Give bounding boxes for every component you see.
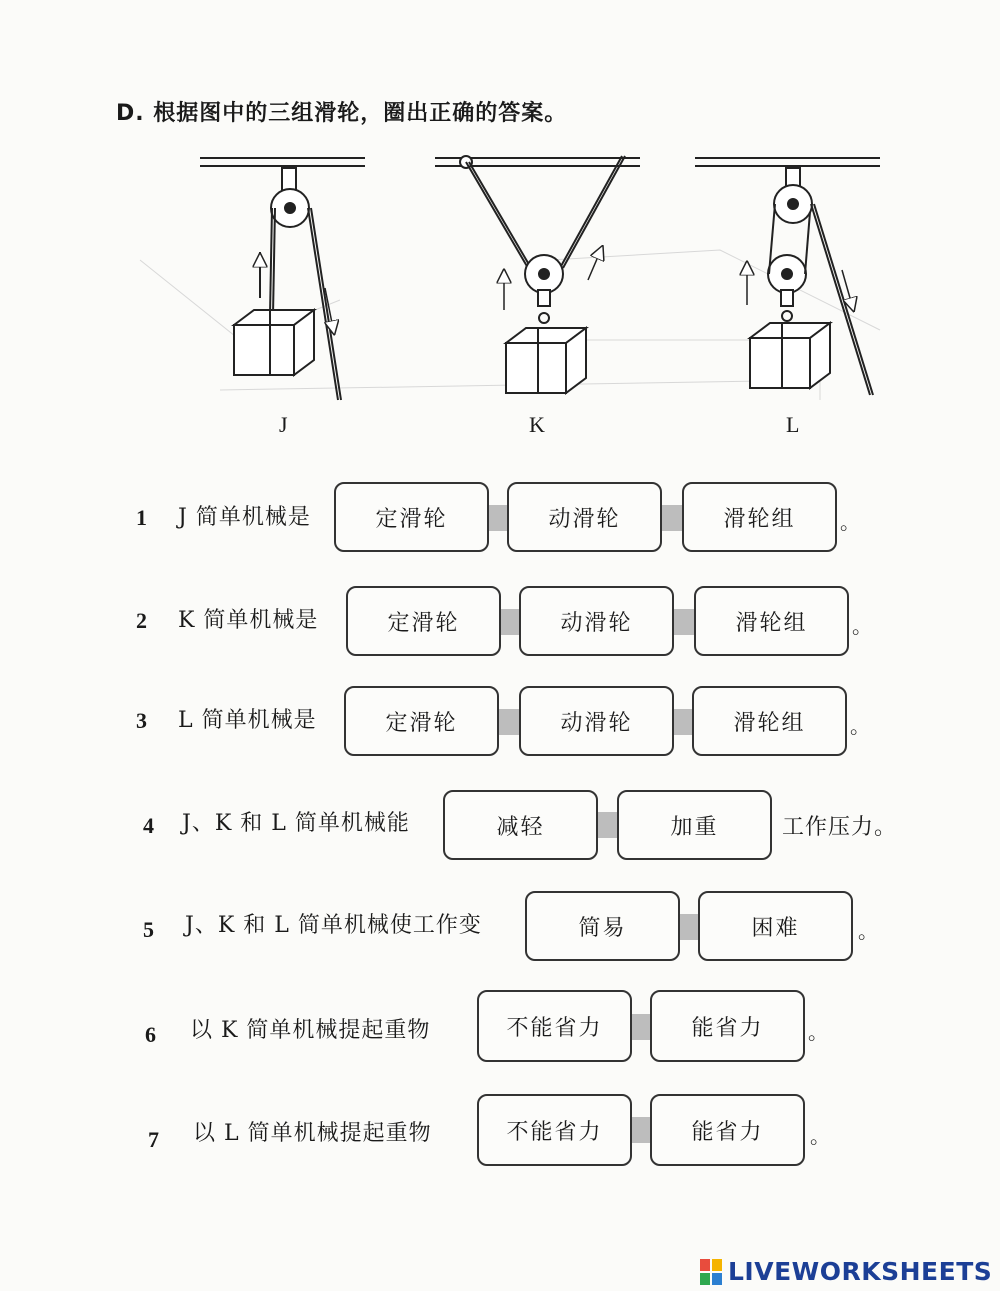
question-5-text: J、K 和 L 简单机械使工作变 (185, 913, 482, 938)
option-connector (672, 609, 696, 635)
q3-option-movable-pulley[interactable]: 动滑轮 (519, 686, 674, 756)
pulley-label-l: L (786, 412, 800, 437)
question-6-ending: 。 (808, 1020, 828, 1044)
pulley-label-j: J (279, 412, 288, 437)
question-3-number: 3 (136, 708, 147, 733)
question-5-ending: 。 (858, 919, 878, 943)
q3-option-pulley-system[interactable]: 滑轮组 (692, 686, 847, 756)
question-3-text: L 简单机械是 (178, 708, 317, 733)
question-4-ending: 工作压力。 (782, 815, 898, 840)
option-connector (660, 505, 684, 531)
q3-option-fixed-pulley[interactable]: 定滑轮 (344, 686, 499, 756)
worksheet-heading: D. 根据图中的三组滑轮，圈出正确的答案。 (116, 101, 568, 126)
q1-option-fixed-pulley[interactable]: 定滑轮 (334, 482, 489, 552)
question-2-ending: 。 (852, 614, 872, 638)
question-2-number: 2 (136, 608, 147, 633)
question-4-number: 4 (143, 813, 154, 838)
q4-option-reduce[interactable]: 减轻 (443, 790, 598, 860)
q2-option-movable-pulley[interactable]: 动滑轮 (519, 586, 674, 656)
q6-option-no-force-saving[interactable]: 不能省力 (477, 990, 632, 1062)
pulley-label-k: K (529, 412, 545, 437)
question-1-ending: 。 (840, 510, 860, 534)
question-7-text: 以 L 简单机械提起重物 (193, 1121, 432, 1146)
q4-option-increase[interactable]: 加重 (617, 790, 772, 860)
question-6-text: 以 K 简单机械提起重物 (190, 1018, 431, 1043)
pulley-k (435, 156, 640, 393)
liveworksheets-logo[interactable] (700, 1257, 992, 1286)
question-6-number: 6 (145, 1022, 156, 1047)
option-connector (497, 709, 521, 735)
q6-option-force-saving[interactable]: 能省力 (650, 990, 805, 1062)
q7-option-force-saving[interactable]: 能省力 (650, 1094, 805, 1166)
liveworksheets-logo-text: LIVEWORKSHEETS (728, 1257, 993, 1286)
q1-option-pulley-system[interactable]: 滑轮组 (682, 482, 837, 552)
question-1-number: 1 (136, 505, 147, 530)
question-4-text: J、K 和 L 简单机械能 (182, 811, 410, 836)
pulley-l (695, 158, 880, 395)
pulley-j (200, 158, 365, 400)
question-3-ending: 。 (850, 714, 870, 738)
question-7-number: 7 (148, 1127, 159, 1152)
q5-option-easy[interactable]: 简易 (525, 891, 680, 961)
liveworksheets-logo-icon (700, 1259, 722, 1285)
q2-option-fixed-pulley[interactable]: 定滑轮 (346, 586, 501, 656)
question-2-text: K 简单机械是 (178, 608, 319, 633)
question-5-number: 5 (143, 917, 154, 942)
question-1-text: J 简单机械是 (178, 505, 311, 530)
q2-option-pulley-system[interactable]: 滑轮组 (694, 586, 849, 656)
question-7-ending: 。 (810, 1124, 830, 1148)
pulley-diagram (120, 140, 900, 440)
q1-option-movable-pulley[interactable]: 动滑轮 (507, 482, 662, 552)
q7-option-no-force-saving[interactable]: 不能省力 (477, 1094, 632, 1166)
q5-option-difficult[interactable]: 困难 (698, 891, 853, 961)
